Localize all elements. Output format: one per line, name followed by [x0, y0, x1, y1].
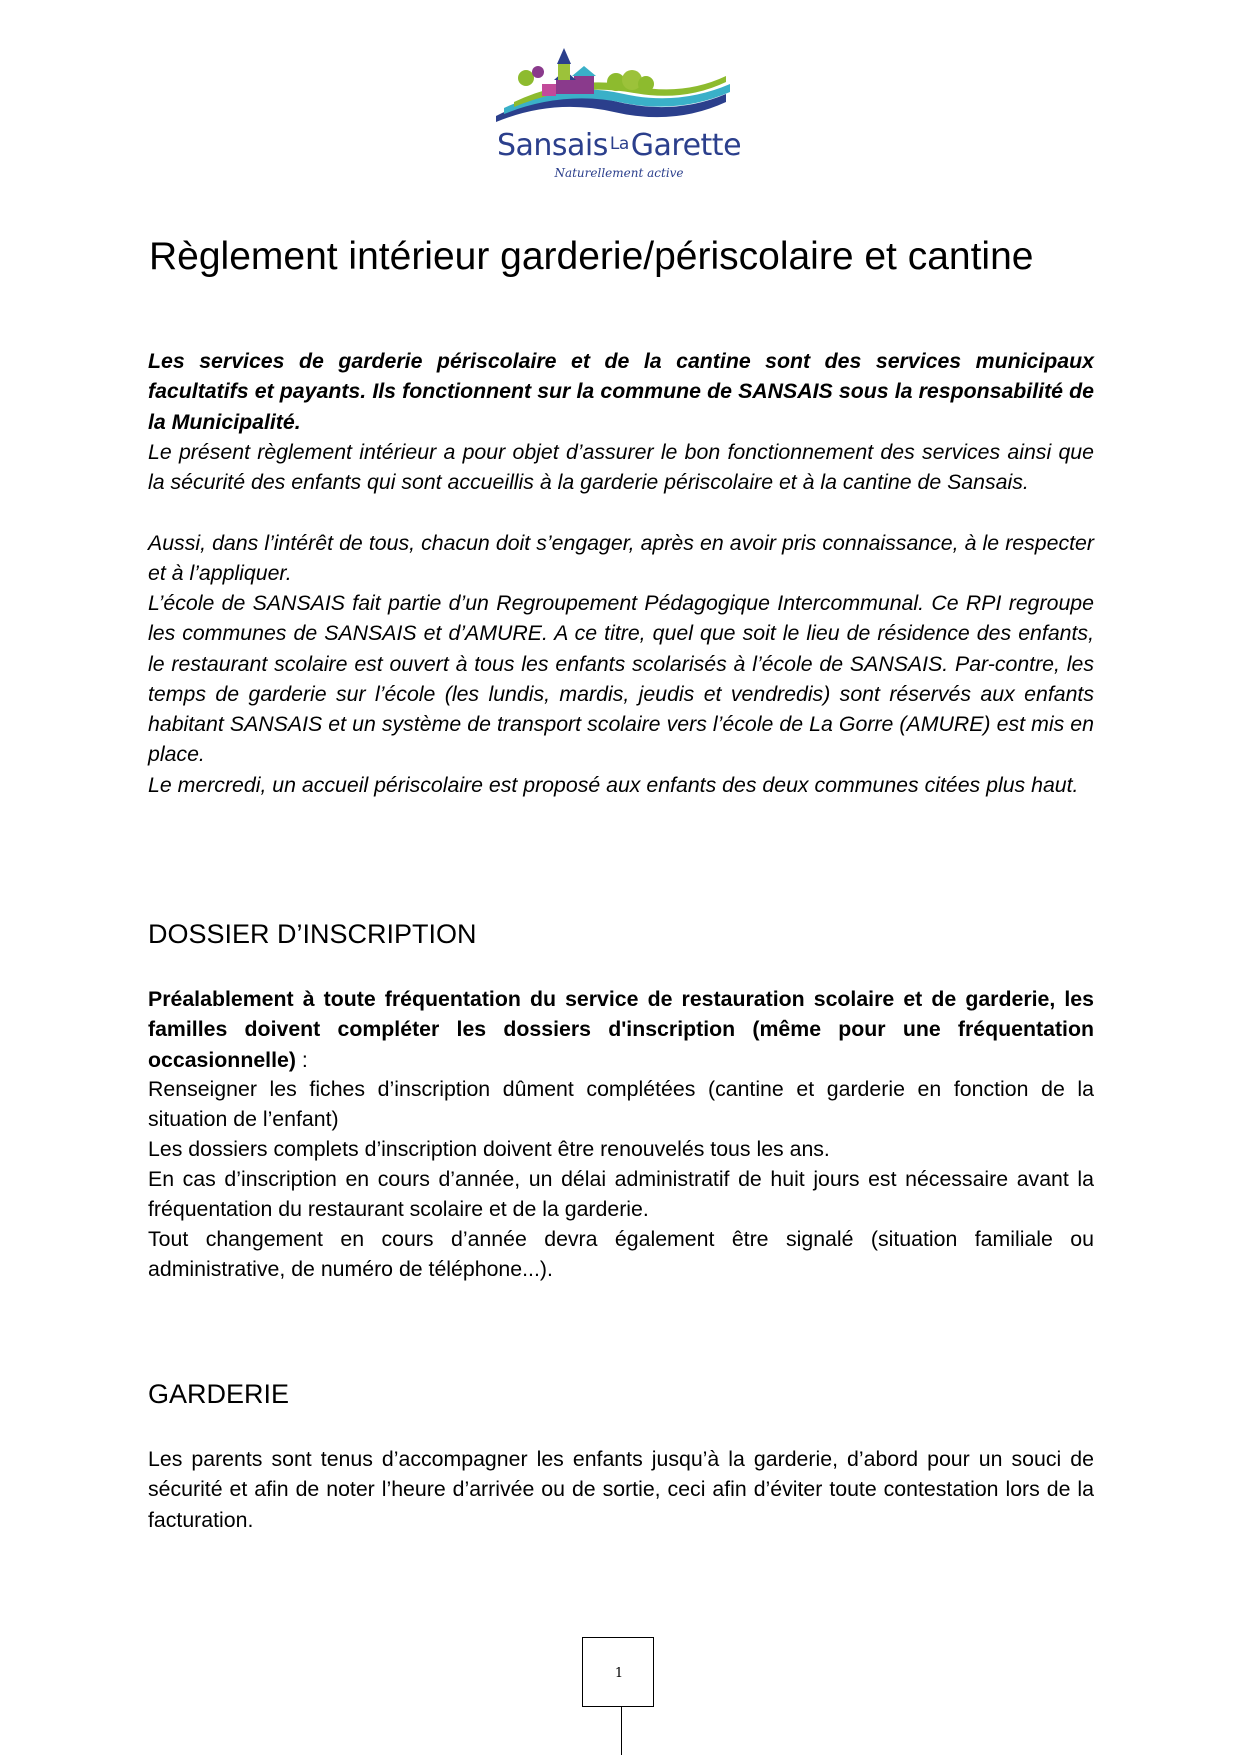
logo-tagline: Naturellement active — [554, 166, 684, 180]
section-heading-dossier: DOSSIER D’INSCRIPTION — [148, 919, 477, 949]
logo-brand-small: La — [609, 134, 629, 154]
intro-bold-paragraph: Les services de garderie périscolaire et de la cantine sont des services municipaux facultatifs et payants. Ils fonctionnent sur la commune de SANSAIS sous la responsabilité de la Municipalité. — [148, 349, 1094, 434]
logo-brand-end: Garette — [630, 128, 742, 163]
page-number-divider — [621, 1707, 622, 1755]
section-heading-garderie: GARDERIE — [148, 1379, 290, 1409]
intro-paragraph-3: Aussi, dans l’intérêt de tous, chacun doit s’engager, après en avoir pris connaissance, à le respecter et à l’appliquer. — [148, 531, 1094, 586]
dossier-lead-suffix: : — [295, 1047, 308, 1072]
intro-paragraph-5: Le mercredi, un accueil périscolaire est proposé aux enfants des deux communes citées plus haut. — [148, 773, 1079, 797]
logo-wordmark — [494, 128, 744, 163]
garderie-paragraph-1: Les parents sont tenus d’accompagner les enfants jusqu’à la garderie, d’abord pour un souci de sécurité et afin de noter l’heure d’arrivée ou de sortie, ceci afin d’éviter toute contestation lors de la facturation. — [148, 1447, 1094, 1532]
page-number: 1 — [614, 1666, 624, 1681]
page-number-box — [582, 1637, 654, 1707]
village-landscape-icon — [494, 46, 744, 132]
municipality-logo — [494, 46, 744, 186]
dossier-paragraph-3: Les dossiers complets d’inscription doivent être renouvelés tous les ans. — [148, 1137, 830, 1161]
intro-paragraph-2: Le présent règlement intérieur a pour objet d’assurer le bon fonctionnement des services ainsi que la sécurité des enfants qui sont accueillis à la garderie périscolaire et à la cantine de Sansais. — [148, 440, 1094, 495]
dossier-paragraph-5: Tout changement en cours d’année devra également être signalé (situation familiale ou administrative, de numéro de téléphone...). — [148, 1227, 1094, 1282]
dossier-bold-lead: Préalablement à toute fréquentation du service de restauration scolaire et de garderie, les familles doivent compléter les dossiers d'inscription (même pour une fréquentation occasionnelle) — [148, 987, 1094, 1072]
intro-paragraph-4: L’école de SANSAIS fait partie d’un Regroupement Pédagogique Intercommunal. Ce RPI regroupe les communes de SANSAIS et d’AMURE. A ce titre, quel que soit le lieu de résidence des enfants, le restaurant scolaire est ouvert à tous les enfants scolarisés à l’école de SANSAIS. Par-contre, les temps de garderie sur l’école (les lundis, mardis, jeudis et vendredis) sont réservés aux enfants habitant SANSAIS et un système de transport scolaire vers l’école de La Gorre (AMURE) est mis en place. — [148, 591, 1094, 767]
dossier-lead-paragraph — [148, 984, 1094, 1075]
logo-brand-main: Sansais — [496, 128, 608, 163]
dossier-paragraph-4: En cas d’inscription en cours d’année, un délai administratif de huit jours est nécessaire avant la fréquentation du restaurant scolaire et de la garderie. — [148, 1167, 1094, 1222]
dossier-paragraph-2: Renseigner les fiches d’inscription dûment complétées (cantine et garderie en fonction de la situation de l’enfant) — [148, 1077, 1094, 1132]
document-title: Règlement intérieur garderie/périscolaire et cantine — [149, 235, 1034, 278]
